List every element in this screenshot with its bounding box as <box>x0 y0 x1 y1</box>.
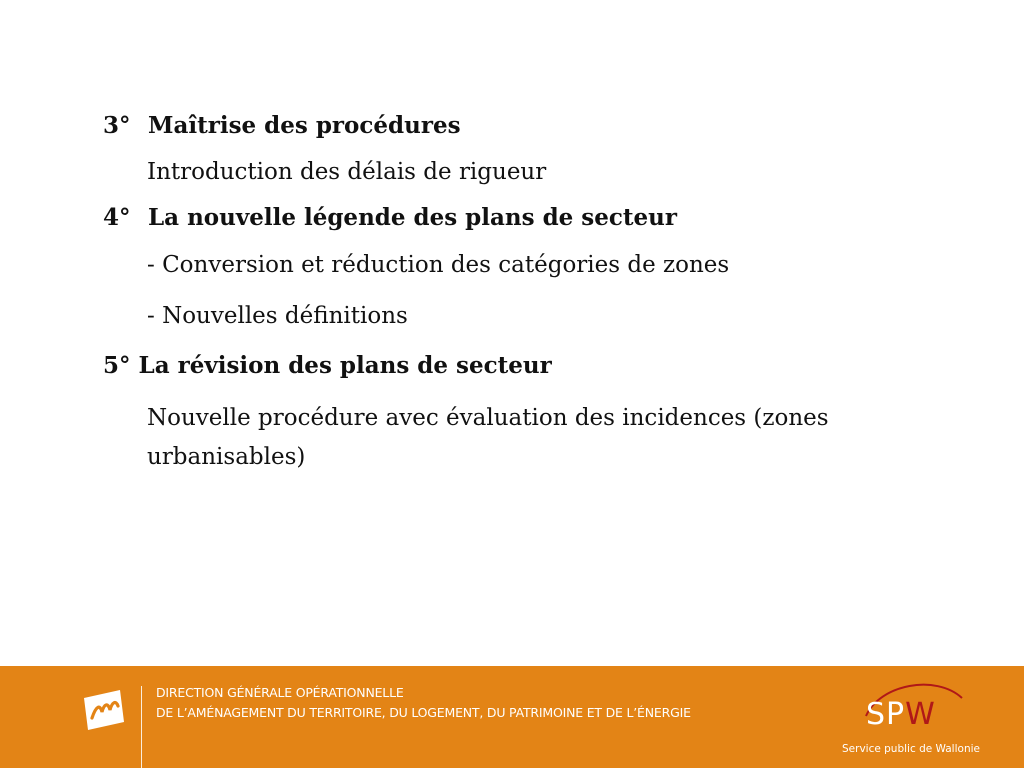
section-3-heading <box>103 112 461 140</box>
section-5-body-line-1: Nouvelle procédure avec évaluation des incidences (zones <box>147 405 829 431</box>
wallonia-logo-icon <box>80 688 128 732</box>
section-4-title: La nouvelle légende des plans de secteur <box>148 204 677 231</box>
section-5-number: 5° <box>103 352 131 379</box>
section-5-body-line-2: urbanisables) <box>147 444 306 470</box>
direction-title-line-1: DIRECTION GÉNÉRALE OPÉRATIONNELLE <box>156 685 404 700</box>
section-4-body-line-2: - Nouvelles définitions <box>147 303 408 329</box>
section-4-body-line-1: - Conversion et réduction des catégories de zones <box>147 252 730 278</box>
section-5-title: La révision des plans de secteur <box>138 352 552 379</box>
footer-divider <box>141 686 142 768</box>
spw-logo <box>866 698 936 732</box>
footer-bar <box>0 666 1024 768</box>
section-3-number: 3° <box>103 112 131 139</box>
spw-subtitle: Service public de Wallonie <box>842 743 980 755</box>
spw-logo-w: W <box>905 697 936 732</box>
spw-logo-main: SP <box>866 697 906 732</box>
section-3-title: Maîtrise des procédures <box>148 112 461 139</box>
section-5-heading <box>103 352 552 380</box>
section-4-number: 4° <box>103 204 131 231</box>
section-3-body-line: Introduction des délais de rigueur <box>147 159 547 185</box>
direction-title-line-2: DE L’AMÉNAGEMENT DU TERRITOIRE, DU LOGEMENT, DU PATRIMOINE ET DE L’ÉNERGIE <box>156 705 691 720</box>
section-4-heading <box>103 204 677 232</box>
